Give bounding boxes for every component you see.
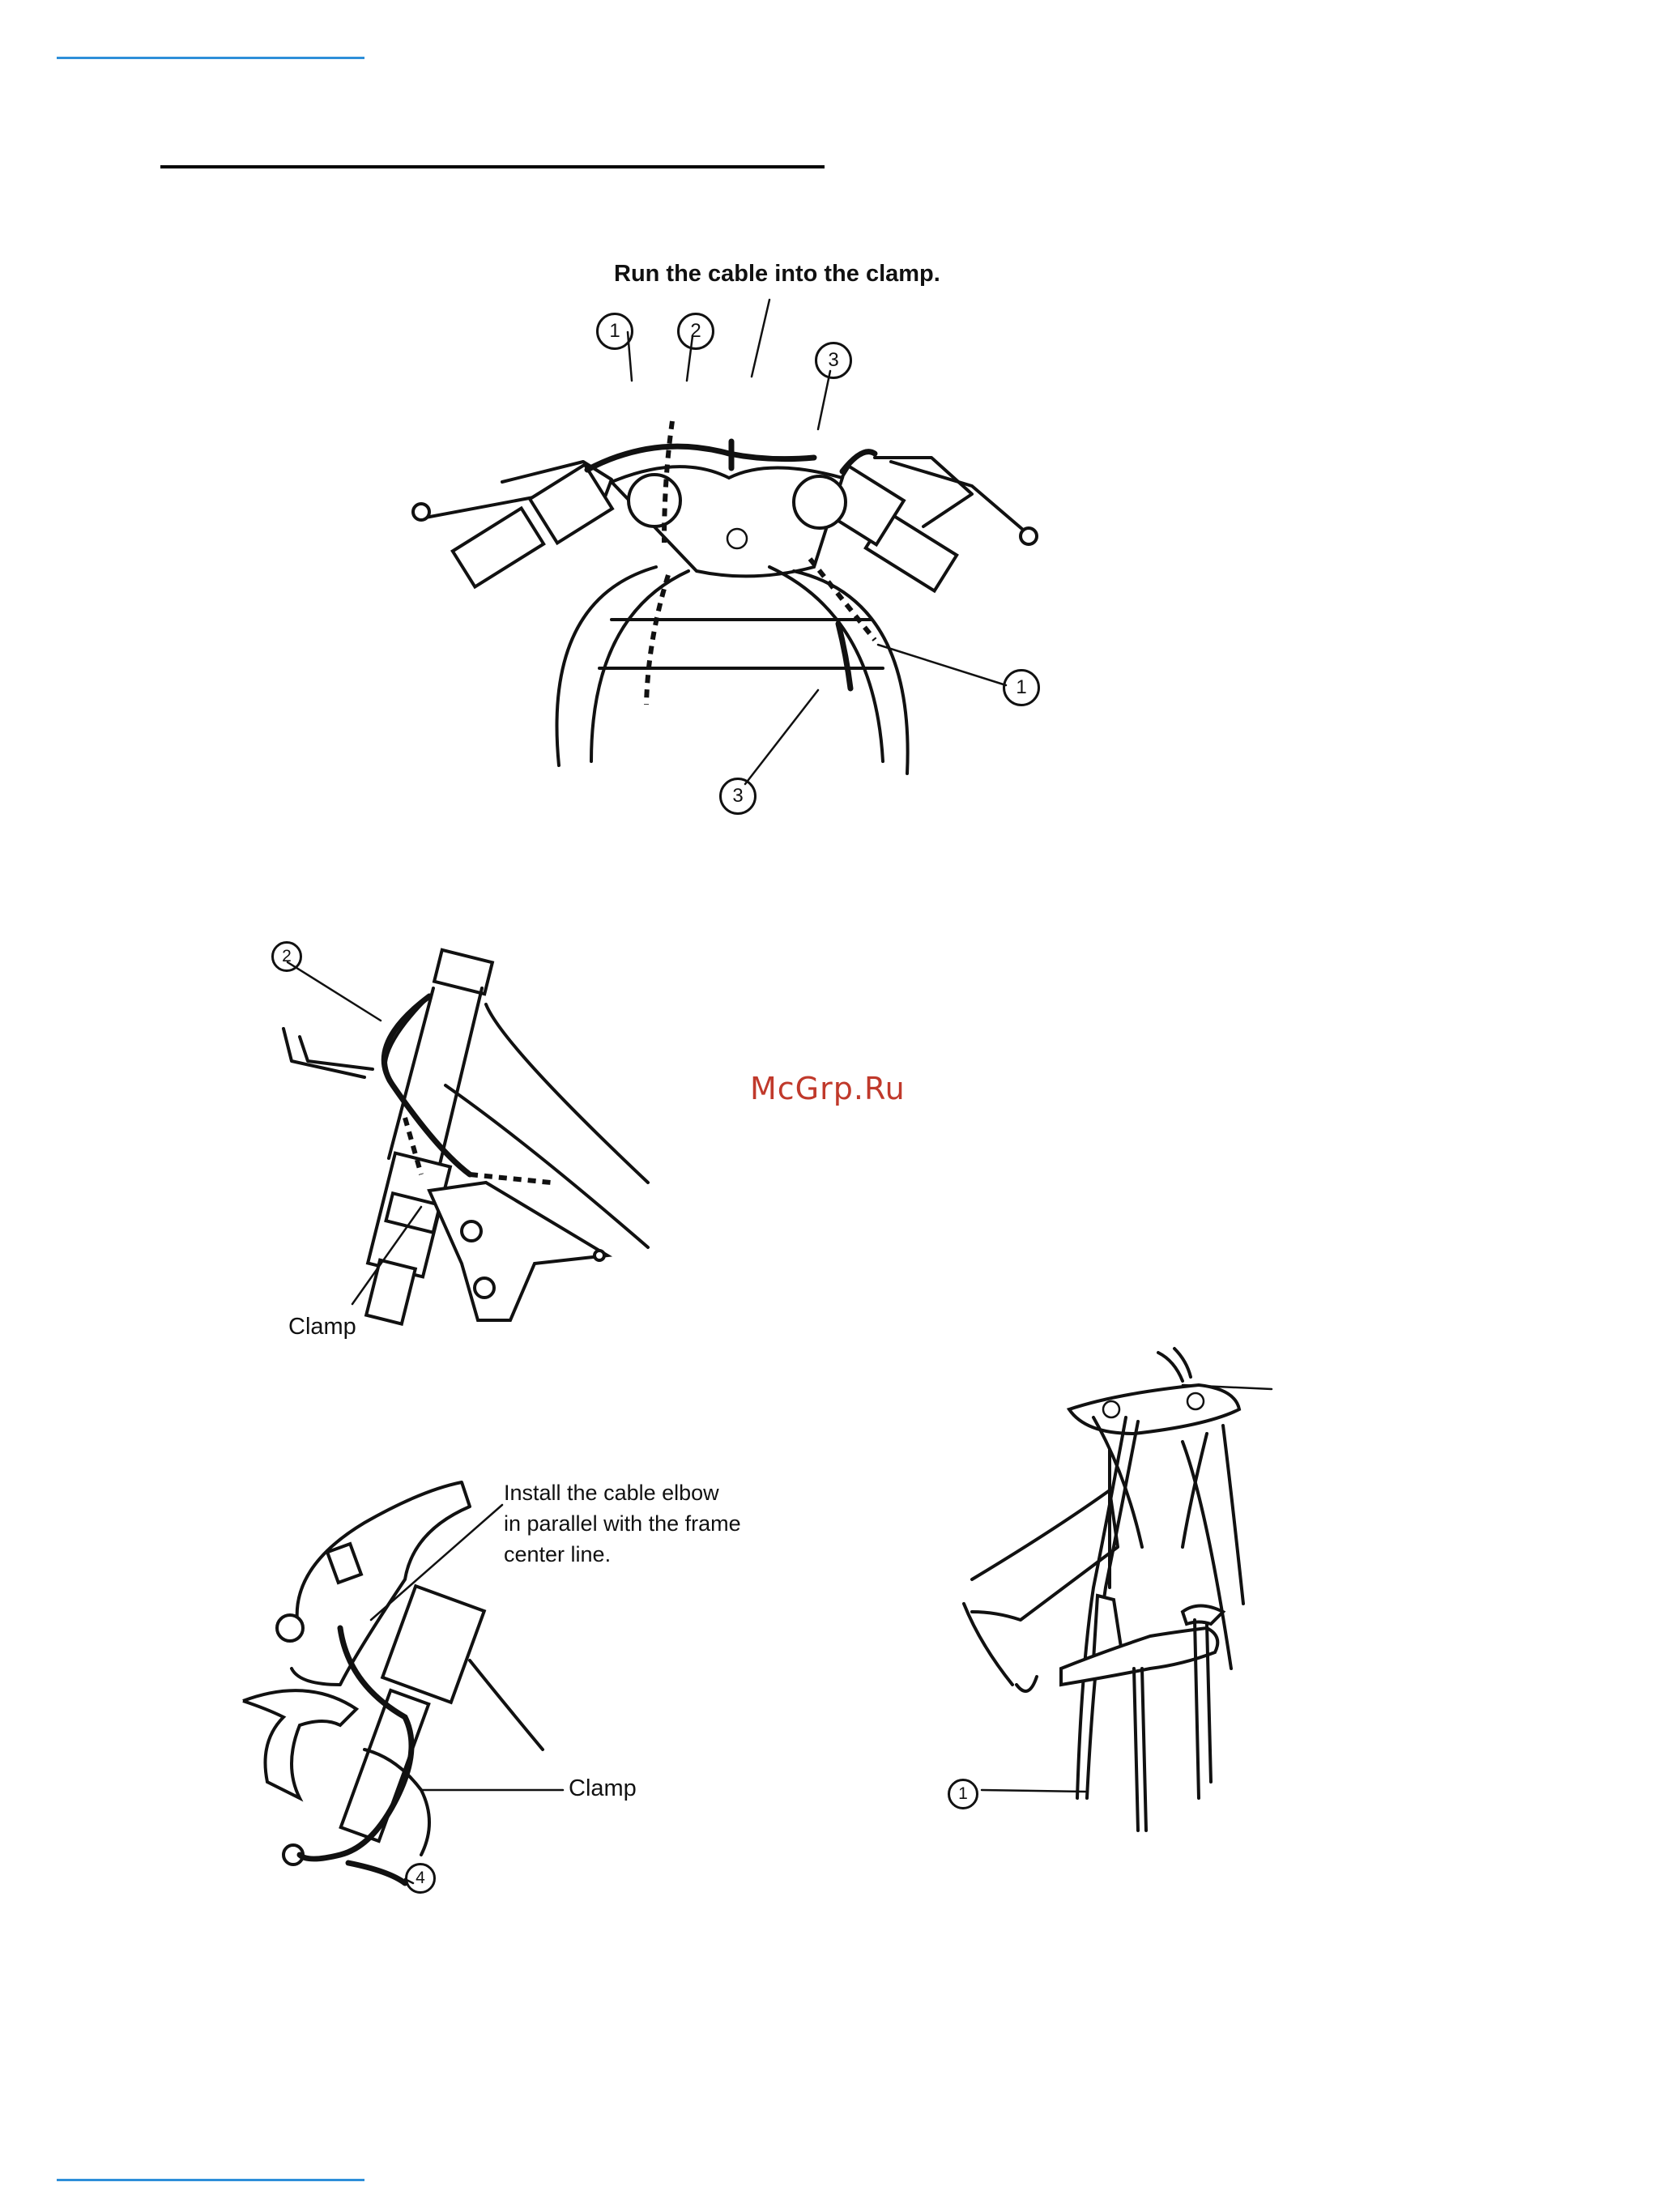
figure3-caption-line-1: Install the cable elbow xyxy=(504,1481,719,1505)
figure3-caption-line-2: in parallel with the frame xyxy=(504,1511,741,1536)
watermark: McGrp.Ru xyxy=(750,1071,906,1106)
figure2-steering-head-diagram xyxy=(259,940,680,1328)
figure1-callout-2-top: 2 xyxy=(677,313,714,350)
figure3-fairing-diagram xyxy=(235,1474,607,1895)
figure1-callout-1-top: 1 xyxy=(596,313,633,350)
figure3-callout-4: 4 xyxy=(405,1863,436,1894)
figure1-handlebar-diagram xyxy=(389,300,1077,818)
figure4-steering-stem-diagram xyxy=(940,1345,1280,1831)
footer-rule xyxy=(57,2179,364,2181)
figure3-caption-line-3: center line. xyxy=(504,1542,612,1566)
figure4-callout-1: 1 xyxy=(948,1779,978,1809)
figure2-clamp-label: Clamp xyxy=(288,1314,356,1340)
figure1-callout-1-right: 1 xyxy=(1003,669,1040,706)
figure3-clamp-label: Clamp xyxy=(569,1775,637,1801)
figure2-callout-2: 2 xyxy=(271,941,302,972)
header-rule xyxy=(57,57,364,59)
figure1-callout-3-top: 3 xyxy=(815,342,852,379)
figure1-caption: Run the cable into the clamp. xyxy=(614,261,940,287)
section-title-rule xyxy=(160,165,825,168)
figure1-callout-3-bottom: 3 xyxy=(719,778,757,815)
